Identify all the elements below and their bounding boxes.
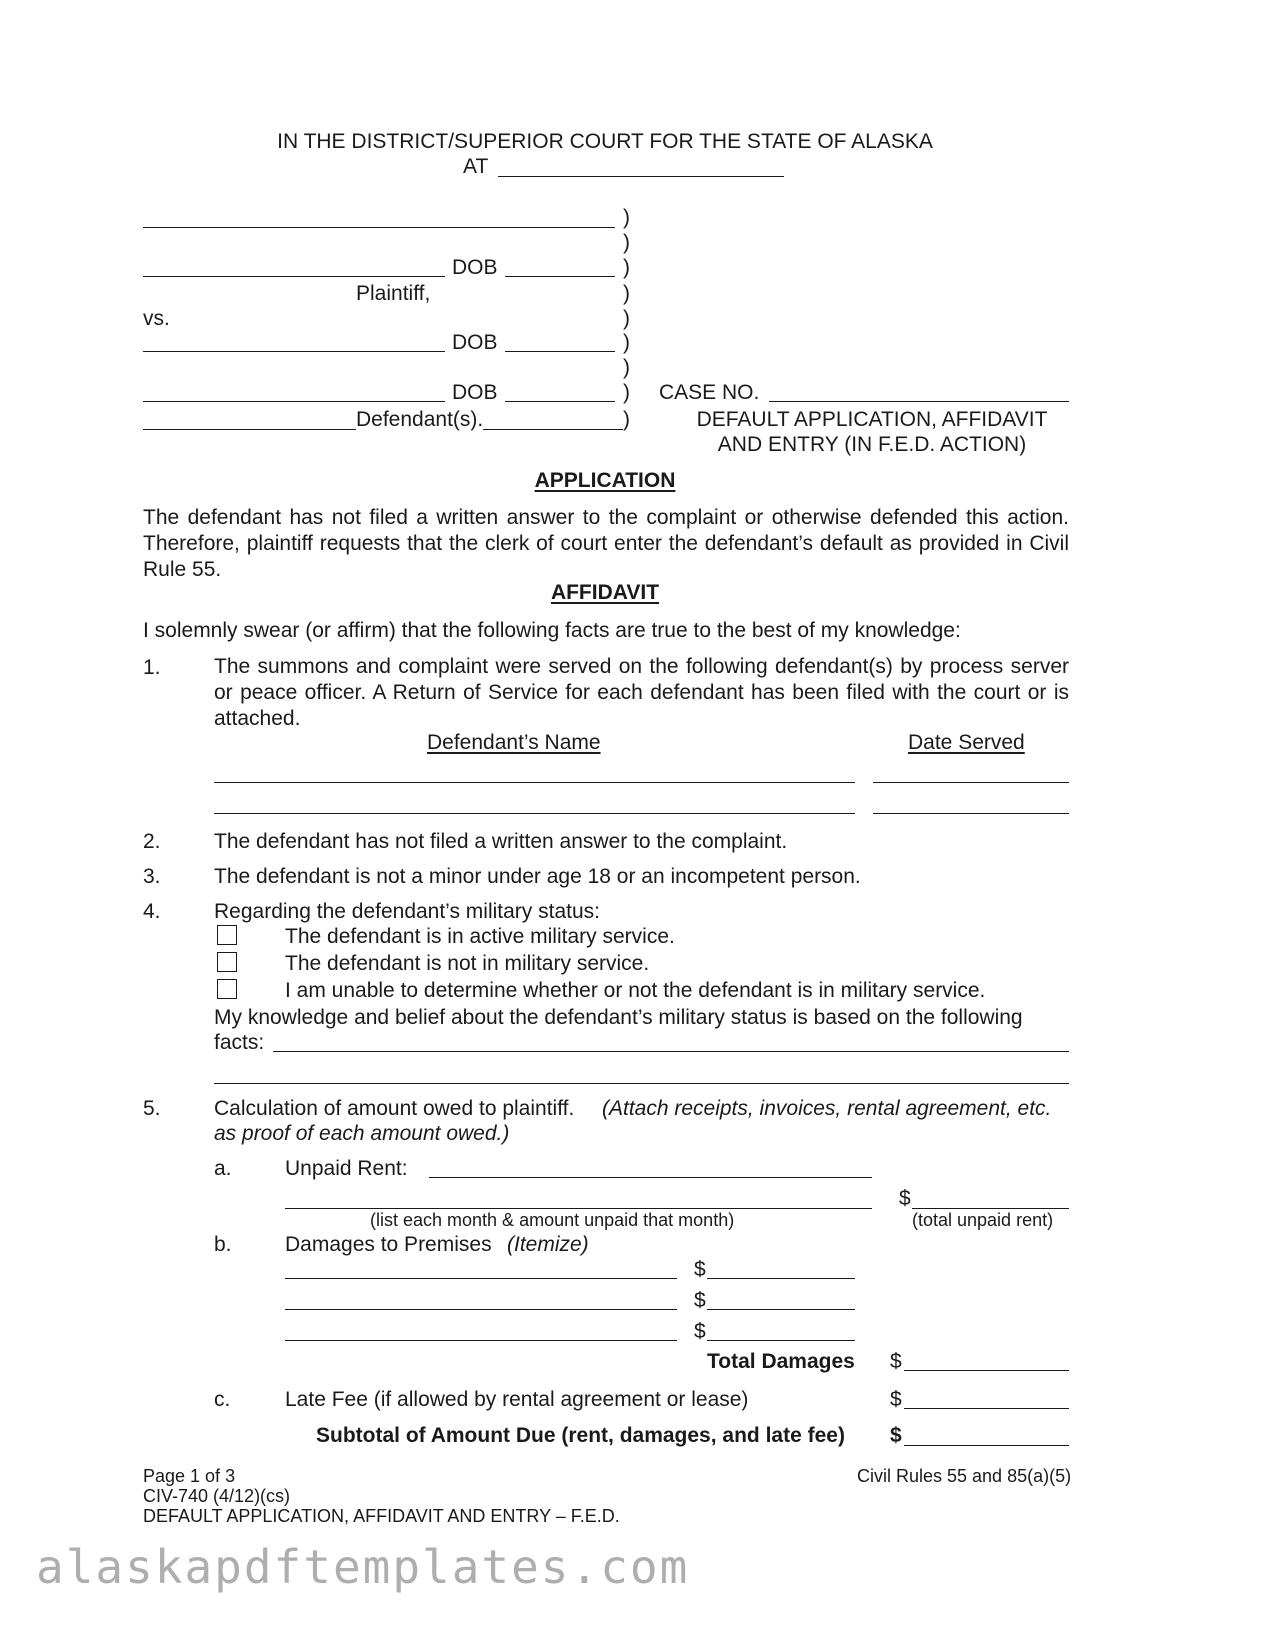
damage-amount-field[interactable]: [707, 1340, 855, 1341]
page-number: Page 1 of 3: [143, 1466, 236, 1486]
dollar-sign: $: [890, 1350, 902, 1373]
served-defendant-name-field[interactable]: [214, 782, 855, 783]
application-heading: APPLICATION: [534, 469, 676, 492]
knowledge-text: My knowledge and belief about the defendant’s military status is based on the following: [214, 1006, 1023, 1029]
caption-paren: ): [623, 282, 630, 305]
subtotal-label: Subtotal of Amount Due (rent, damages, and late fee): [316, 1424, 845, 1447]
unpaid-rent-months-field[interactable]: [285, 1208, 872, 1209]
subtotal-field[interactable]: [904, 1445, 1069, 1446]
damage-item-field[interactable]: [285, 1309, 677, 1310]
item5-note: (Attach receipts, invoices, rental agreement, etc.: [602, 1097, 1052, 1120]
date-served-field[interactable]: [873, 813, 1069, 814]
plaintiff-label: Plaintiff,: [356, 282, 431, 305]
dollar-sign: $: [694, 1320, 706, 1343]
total-damages-label: Total Damages: [707, 1350, 855, 1373]
affidavit-intro: I solemnly swear (or affirm) that the following facts are true to the best of my knowledge:: [143, 619, 961, 642]
damage-amount-field[interactable]: [707, 1278, 855, 1279]
plaintiff-dob-field[interactable]: [505, 276, 615, 277]
not-military-checkbox[interactable]: [217, 952, 237, 972]
section-c-letter: c.: [214, 1388, 231, 1411]
caption-paren: ): [623, 408, 630, 431]
caption-paren: ): [623, 231, 630, 254]
defendant-name-column-header: Defendant’s Name: [427, 731, 601, 754]
dollar-sign: $: [694, 1289, 706, 1312]
caption-paren: ): [623, 381, 630, 404]
item1-text: The summons and complaint were served on the following defendant(s) by process server or peace officer. A Return of Service for each defendant has been filed with the court or is attached.: [214, 655, 1069, 730]
caption-paren: ): [623, 331, 630, 354]
facts-label: facts:: [214, 1031, 265, 1054]
date-served-field[interactable]: [873, 782, 1069, 783]
damage-amount-field[interactable]: [707, 1309, 855, 1310]
plaintiff-name-field[interactable]: [143, 227, 615, 228]
not-military-option: The defendant is not in military service.: [285, 952, 650, 975]
form-title-line1: DEFAULT APPLICATION, AFFIDAVIT: [696, 408, 1048, 431]
item5-note-2: as proof of each amount owed.): [214, 1122, 510, 1145]
served-defendant-name-field[interactable]: [214, 813, 855, 814]
case-no-label: CASE NO.: [659, 381, 760, 404]
form-footer-title: DEFAULT APPLICATION, AFFIDAVIT AND ENTRY – F.E.D.: [143, 1506, 620, 1526]
defendant2-dob-field[interactable]: [505, 401, 615, 402]
dollar-sign: $: [890, 1424, 902, 1447]
item4-number: 4.: [143, 900, 161, 923]
item5-number: 5.: [143, 1097, 161, 1120]
item1-number: 1.: [143, 656, 161, 679]
caption-paren: ): [623, 307, 630, 330]
at-label: AT: [463, 155, 489, 178]
vs-label: vs.: [143, 307, 170, 330]
unpaid-rent-label: Unpaid Rent:: [285, 1157, 408, 1180]
defendants-label: Defendant(s).: [356, 408, 484, 431]
caption-paren: ): [623, 356, 630, 379]
defendant1-name-field[interactable]: [143, 351, 445, 352]
dollar-sign: $: [890, 1388, 902, 1411]
active-military-option: The defendant is in active military service.: [285, 925, 675, 948]
dollar-sign: $: [899, 1187, 911, 1210]
item4-text: Regarding the defendant’s military status:: [214, 900, 600, 923]
application-text: The defendant has not filed a written answer to the complaint or otherwise defended this action. Therefore, plaintiff requests that the clerk of court enter the defendant’s default as provided in Civil Rule 55.: [143, 506, 1069, 581]
item3-text: The defendant is not a minor under age 18 or an incompetent person.: [214, 865, 861, 888]
affidavit-heading: AFFIDAVIT: [550, 581, 660, 604]
unpaid-rent-field[interactable]: [429, 1177, 872, 1178]
civil-rules: Civil Rules 55 and 85(a)(5): [857, 1466, 1072, 1486]
total-unpaid-rent-field[interactable]: [912, 1208, 1069, 1209]
active-military-checkbox[interactable]: [217, 925, 237, 945]
case-no-field[interactable]: [769, 401, 1069, 402]
court-heading: IN THE DISTRICT/SUPERIOR COURT FOR THE STATE OF ALASKA: [277, 130, 933, 153]
date-served-column-header: Date Served: [908, 731, 1025, 754]
item2-text: The defendant has not filed a written answer to the complaint.: [214, 830, 788, 853]
defendant2-name-field[interactable]: [143, 401, 445, 402]
location-field[interactable]: [498, 176, 784, 177]
form-code: CIV-740 (4/12)(cs): [143, 1486, 291, 1506]
section-a-letter: a.: [214, 1157, 232, 1180]
plaintiff-dob-label: DOB: [452, 256, 498, 279]
watermark: alaskapdftemplates.com: [36, 1540, 690, 1594]
total-damages-field[interactable]: [904, 1370, 1069, 1371]
military-facts-field-2[interactable]: [214, 1083, 1069, 1084]
caption-paren: ): [623, 206, 630, 229]
form-title-line2: AND ENTRY (IN F.E.D. ACTION): [717, 433, 1027, 456]
late-fee-label: Late Fee (if allowed by rental agreement or lease): [285, 1388, 749, 1411]
damages-label: Damages to Premises: [285, 1233, 492, 1256]
plaintiff-name-field-2[interactable]: [143, 276, 445, 277]
section-b-letter: b.: [214, 1233, 232, 1256]
unable-determine-option: I am unable to determine whether or not the defendant is in military service.: [285, 979, 986, 1002]
defendant1-dob-label: DOB: [452, 331, 498, 354]
caption-paren: ): [623, 256, 630, 279]
military-facts-field[interactable]: [273, 1051, 1069, 1052]
item5-text: Calculation of amount owed to plaintiff.: [214, 1097, 575, 1120]
damages-note: (Itemize): [507, 1233, 589, 1256]
total-rent-hint: (total unpaid rent): [912, 1210, 1054, 1230]
late-fee-field[interactable]: [904, 1408, 1069, 1409]
damage-item-field[interactable]: [285, 1340, 677, 1341]
dollar-sign: $: [694, 1258, 706, 1281]
rent-hint: (list each month & amount unpaid that month): [370, 1210, 735, 1230]
defendant1-dob-field[interactable]: [505, 351, 615, 352]
item2-number: 2.: [143, 830, 161, 853]
damage-item-field[interactable]: [285, 1278, 677, 1279]
unable-determine-checkbox[interactable]: [217, 979, 237, 999]
item3-number: 3.: [143, 865, 161, 888]
defendant2-dob-label: DOB: [452, 381, 498, 404]
